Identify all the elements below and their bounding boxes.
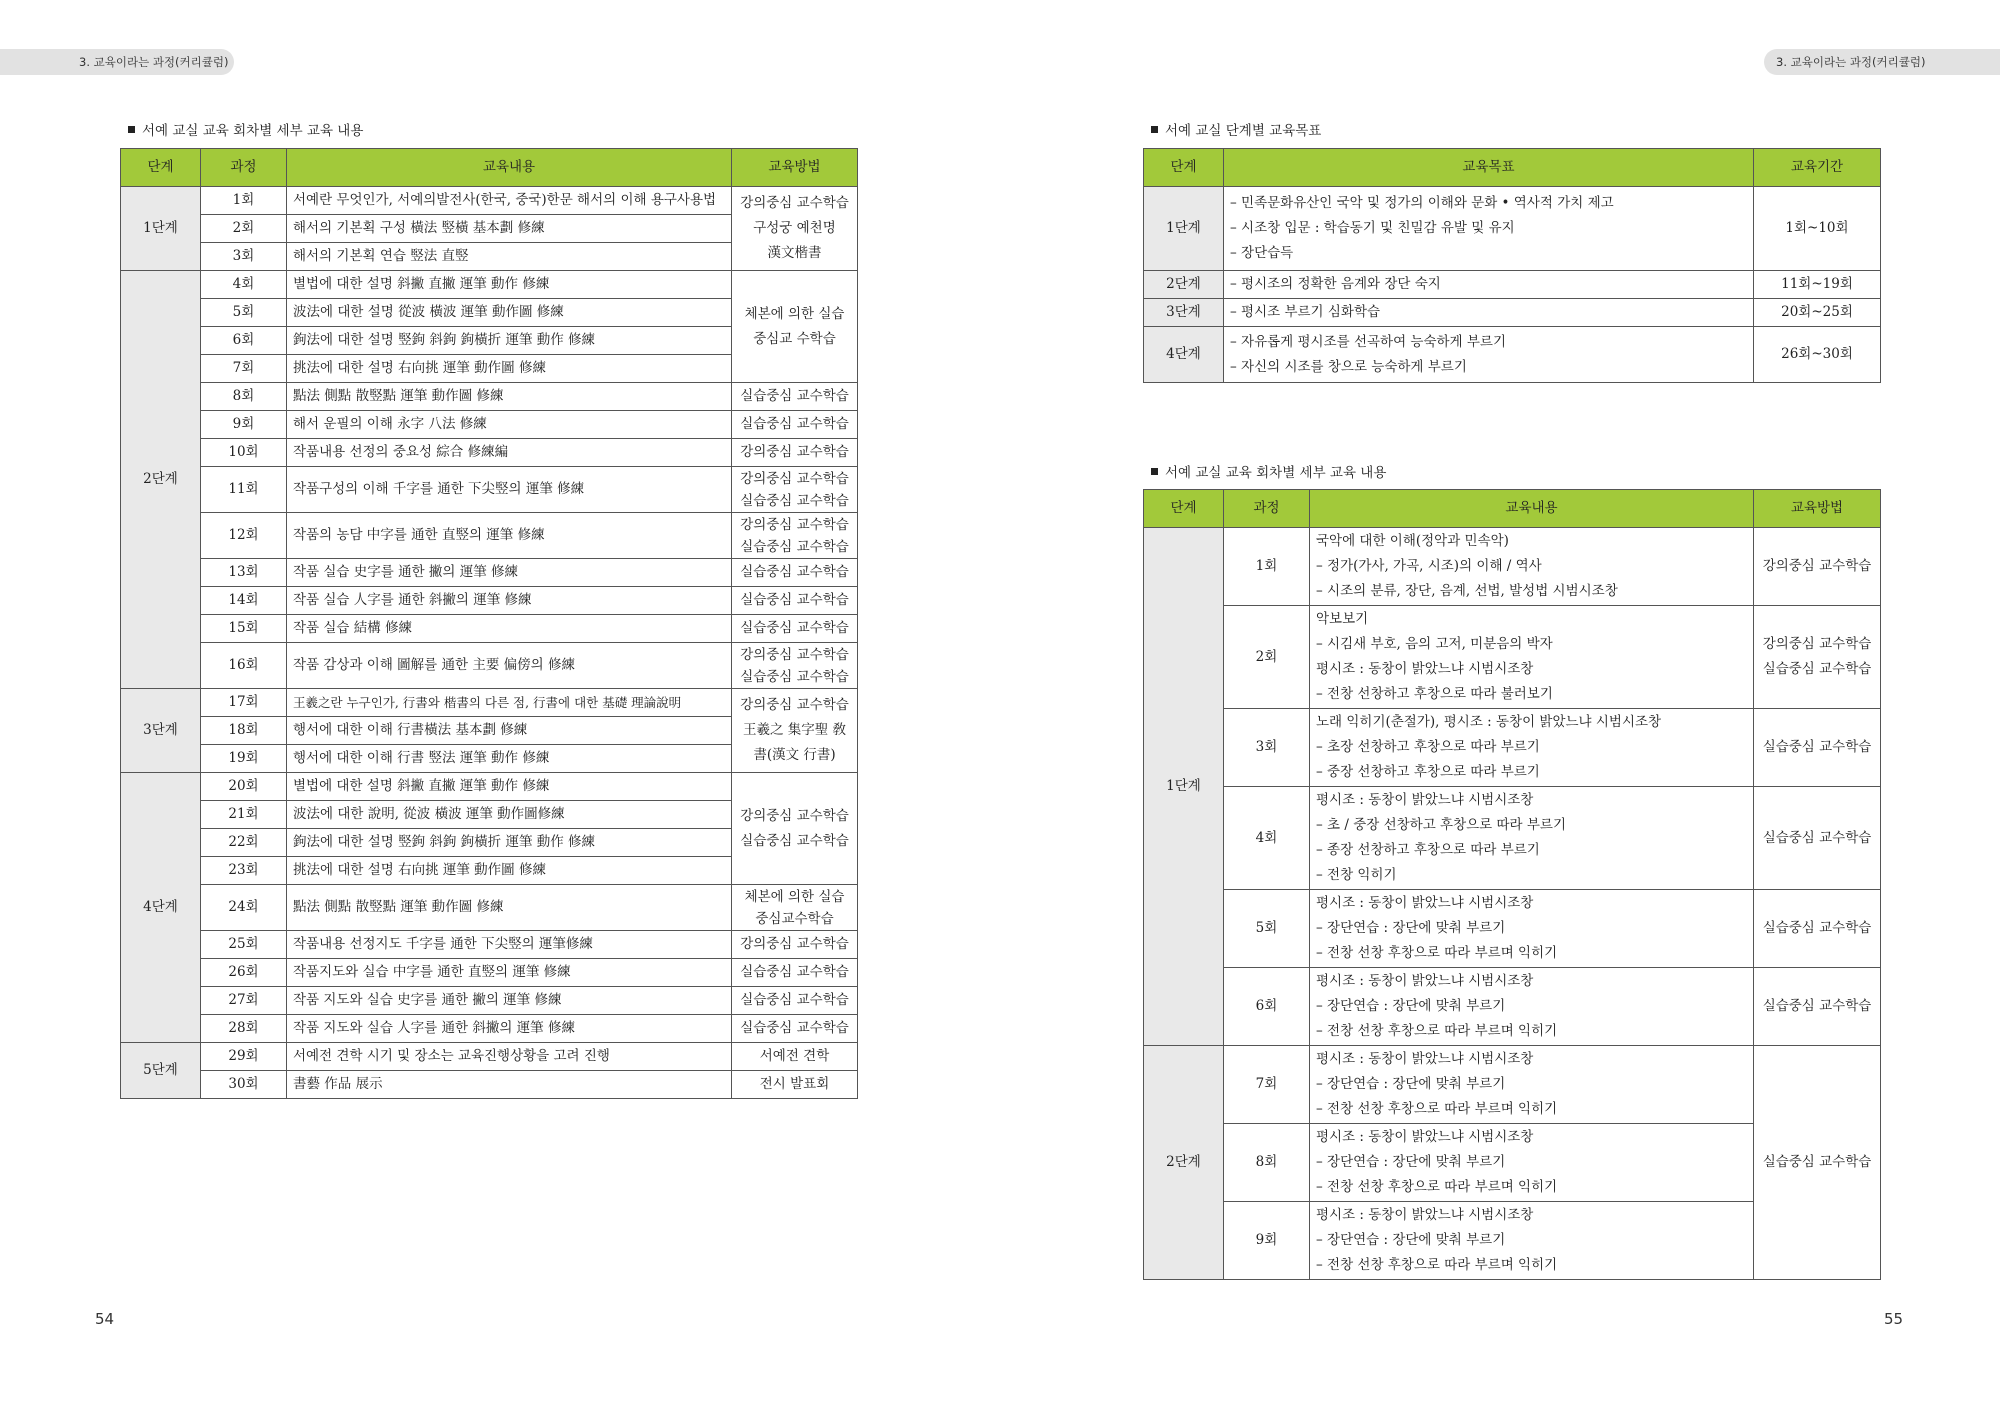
content-line: 평시조 : 동창이 밝았느냐 시범시조창 xyxy=(1316,792,1534,808)
session-cell: 1회 xyxy=(201,187,287,215)
content-cell xyxy=(1310,1124,1754,1202)
session-cell: 18회 xyxy=(201,717,287,745)
chapter-header-right: 3. 교육이라는 과정(커리큘럼) xyxy=(1764,49,2000,75)
content-line: – 전창 선창 후창으로 따라 부르며 익히기 xyxy=(1316,1179,1558,1195)
content-line: 평시조 : 동창이 밝았느냐 시범시조창 xyxy=(1316,1207,1534,1223)
goal-line: – 자유롭게 평시조를 선곡하여 능숙하게 부르기 xyxy=(1230,333,1506,350)
table-row xyxy=(1144,1046,1881,1124)
session-cell: 15회 xyxy=(201,615,287,643)
session-cell: 5회 xyxy=(1224,890,1310,968)
right-bottom-section-title-text: 서예 교실 교육 회차별 세부 교육 내용 xyxy=(1165,465,1387,481)
method-cell xyxy=(1754,787,1881,890)
session-cell: 8회 xyxy=(1224,1124,1310,1202)
content-cell: 별법에 대한 설명 斜撇 直撇 運筆 動作 修練 xyxy=(287,773,732,801)
method-cell: 실습중심 교수학습 xyxy=(732,987,858,1015)
method-line: 실습중심 교수학습 xyxy=(740,492,849,509)
content-line: – 장단연습 : 장단에 맞춰 부르기 xyxy=(1316,1154,1506,1170)
left-curriculum-table xyxy=(120,148,858,1099)
table-row xyxy=(1144,327,1881,383)
content-cell: 작품의 농담 中字를 通한 直竪의 運筆 修練 xyxy=(287,513,732,559)
header-goal: 교육목표 xyxy=(1224,149,1754,187)
method-cell: 실습중심 교수학습 xyxy=(732,587,858,615)
method-line: 실습중심 교수학습 xyxy=(1762,920,1872,936)
session-cell: 2회 xyxy=(201,215,287,243)
content-line: 국악에 대한 이해(정악과 민속악) xyxy=(1316,533,1509,549)
session-cell: 9회 xyxy=(1224,1202,1310,1280)
method-cell: 실습중심 교수학습 xyxy=(732,1015,858,1043)
method-line: 강의중심 교수학습 xyxy=(1762,636,1872,652)
table-row xyxy=(121,1071,858,1099)
table-row xyxy=(121,643,858,689)
goal-cell xyxy=(1224,187,1754,271)
method-cell xyxy=(1754,606,1881,709)
content-line: – 장단연습 : 장단에 맞춰 부르기 xyxy=(1316,1232,1506,1248)
content-cell: 행서에 대한 이해 行書 竪法 運筆 動作 修練 xyxy=(287,745,732,773)
session-cell: 27회 xyxy=(201,987,287,1015)
content-cell xyxy=(1310,709,1754,787)
session-cell: 3회 xyxy=(201,243,287,271)
content-cell: 點法 側點 散竪點 運筆 動作圖 修練 xyxy=(287,383,732,411)
method-line: 강의중심 교수학습 xyxy=(740,646,849,663)
table-row xyxy=(121,1043,858,1071)
content-cell xyxy=(1310,890,1754,968)
method-line: 실습중심 교수학습 xyxy=(1762,739,1872,755)
content-line: 악보보기 xyxy=(1316,611,1369,627)
content-line: – 시김새 부호, 음의 고저, 미분음의 박자 xyxy=(1316,636,1553,652)
page-number-right: 55 xyxy=(1884,1310,1904,1328)
method-cell: 강의중심 교수학습 xyxy=(732,931,858,959)
method-line: 강의중심 교수학습 xyxy=(740,195,849,211)
method-cell: 서예전 견학 xyxy=(732,1043,858,1071)
content-cell: 작품 지도와 실습 史字를 通한 撇의 運筆 修練 xyxy=(287,987,732,1015)
content-line: – 전창 선창하고 후창으로 따라 불러보기 xyxy=(1316,686,1553,702)
content-cell: 작품구성의 이해 千字를 通한 下尖竪의 運筆 修練 xyxy=(287,467,732,513)
content-line: 평시조 : 동창이 밝았느냐 시범시조창 xyxy=(1316,1129,1534,1145)
content-line: – 종장 선창하고 후창으로 따라 부르기 xyxy=(1316,842,1540,858)
stage-cell: 1단계 xyxy=(121,187,201,271)
method-cell: 강의중심 교수학습 xyxy=(732,439,858,467)
content-line: – 전창 익히기 xyxy=(1316,867,1397,883)
goal-cell: – 평시조 부르기 심화학습 xyxy=(1224,299,1754,327)
table-row xyxy=(121,987,858,1015)
content-cell xyxy=(1310,1046,1754,1124)
session-cell: 7회 xyxy=(201,355,287,383)
stage-cell: 2단계 xyxy=(1144,271,1224,299)
method-line: 중심교 수학습 xyxy=(753,330,836,347)
stage-cell: 3단계 xyxy=(121,689,201,773)
stage-cell: 4단계 xyxy=(121,773,201,1043)
goal-line: – 시조창 입문 : 학습동기 및 친밀감 유발 및 유지 xyxy=(1230,220,1515,236)
method-line: 王羲之 集字聖 敎 xyxy=(742,722,847,738)
page-number-left: 54 xyxy=(95,1310,115,1328)
content-cell: 작품지도와 실습 中字를 通한 直竪의 運筆 修練 xyxy=(287,959,732,987)
method-line: 강의중심 교수학습 xyxy=(1762,558,1872,574)
method-line: 실습중심 교수학습 xyxy=(740,832,849,849)
stage-cell: 4단계 xyxy=(1144,327,1224,383)
content-line: – 전창 선창 후창으로 따라 부르며 익히기 xyxy=(1316,1257,1558,1273)
stage-cell: 2단계 xyxy=(121,271,201,689)
session-cell: 17회 xyxy=(201,689,287,717)
session-cell: 19회 xyxy=(201,745,287,773)
session-cell: 24회 xyxy=(201,885,287,931)
right-curriculum-table xyxy=(1143,489,1881,1280)
content-line: 평시조 : 동창이 밝았느냐 시범시조창 xyxy=(1316,661,1534,677)
header-stage: 단계 xyxy=(1144,490,1224,528)
header-stage: 단계 xyxy=(1144,149,1224,187)
method-line: 강의중심 교수학습 xyxy=(740,516,849,533)
table-row xyxy=(121,773,858,801)
content-line: – 초장 선창하고 후창으로 따라 부르기 xyxy=(1316,739,1540,755)
square-bullet-icon xyxy=(1151,468,1158,475)
method-line: 실습중심 교수학습 xyxy=(1762,661,1872,677)
session-cell: 8회 xyxy=(201,383,287,411)
square-bullet-icon xyxy=(128,126,135,133)
period-cell: 20회~25회 xyxy=(1754,299,1881,327)
method-line: 실습중심 교수학습 xyxy=(740,668,849,685)
stage-cell: 1단계 xyxy=(1144,187,1224,271)
header-content: 교육내용 xyxy=(1310,490,1754,528)
session-cell: 6회 xyxy=(201,327,287,355)
method-cell: 실습중심 교수학습 xyxy=(732,559,858,587)
method-line: 강의중심 교수학습 xyxy=(740,697,849,713)
table-row xyxy=(1144,271,1881,299)
method-line: 실습중심 교수학습 xyxy=(1762,829,1872,846)
table-row xyxy=(121,271,858,299)
table-row xyxy=(121,559,858,587)
goal-line: – 자신의 시조를 창으로 능숙하게 부르기 xyxy=(1230,358,1467,375)
table-row xyxy=(1144,890,1881,968)
method-line: 書(漢文 行書) xyxy=(753,747,836,763)
stage-cell: 5단계 xyxy=(121,1043,201,1099)
content-cell: 작품 실습 史字를 通한 撇의 運筆 修練 xyxy=(287,559,732,587)
content-line: – 전창 선창 후창으로 따라 부르며 익히기 xyxy=(1316,1101,1558,1117)
content-line: – 전창 선창 후창으로 따라 부르며 익히기 xyxy=(1316,945,1558,961)
session-cell: 29회 xyxy=(201,1043,287,1071)
method-cell xyxy=(732,643,858,689)
left-section-title-text: 서예 교실 교육 회차별 세부 교육 내용 xyxy=(142,123,364,139)
content-cell: 별법에 대한 설명 斜撇 直撇 運筆 動作 修練 xyxy=(287,271,732,299)
header-session: 과정 xyxy=(1224,490,1310,528)
period-cell: 26회~30회 xyxy=(1754,327,1881,383)
method-cell xyxy=(732,513,858,559)
header-content: 교육내용 xyxy=(287,149,732,187)
content-cell: 書藝 作品 展示 xyxy=(287,1071,732,1099)
content-cell: 작품 실습 人字를 通한 斜撇의 運筆 修練 xyxy=(287,587,732,615)
right-bottom-section-title xyxy=(1151,461,1386,481)
session-cell: 4회 xyxy=(1224,787,1310,890)
session-cell: 21회 xyxy=(201,801,287,829)
content-cell: 挑法에 대한 설명 右向挑 運筆 動作圖 修練 xyxy=(287,355,732,383)
period-cell: 11회~19회 xyxy=(1754,271,1881,299)
method-cell xyxy=(1754,528,1881,606)
table-row xyxy=(121,467,858,513)
table-row xyxy=(1144,299,1881,327)
content-cell xyxy=(1310,528,1754,606)
table-row xyxy=(121,187,858,215)
content-line: – 중장 선창하고 후창으로 따라 부르기 xyxy=(1316,764,1540,780)
method-line: 강의중심 교수학습 xyxy=(740,807,849,824)
table-row xyxy=(121,885,858,931)
content-cell: 해서 운필의 이해 永字 八法 修練 xyxy=(287,411,732,439)
content-cell: 작품내용 선정의 중요성 綜合 修練編 xyxy=(287,439,732,467)
content-cell: 波法에 대한 설명 從波 橫波 運筆 動作圖 修練 xyxy=(287,299,732,327)
table-row xyxy=(121,411,858,439)
table-row xyxy=(121,1015,858,1043)
content-cell: 작품 실습 結構 修練 xyxy=(287,615,732,643)
method-cell xyxy=(732,467,858,513)
session-cell: 16회 xyxy=(201,643,287,689)
header-session: 과정 xyxy=(201,149,287,187)
content-line: 평시조 : 동창이 밝았느냐 시범시조창 xyxy=(1316,895,1534,911)
session-cell: 10회 xyxy=(201,439,287,467)
content-cell: 王羲之란 누구인가, 行書와 楷書의 다른 점, 行書에 대한 基礎 理論說明 xyxy=(287,689,732,717)
session-cell: 7회 xyxy=(1224,1046,1310,1124)
method-cell: 실습중심 교수학습 xyxy=(732,959,858,987)
content-cell: 해서의 기본획 구성 橫法 竪橫 基本劃 修練 xyxy=(287,215,732,243)
table-row xyxy=(121,439,858,467)
content-line: – 정가(가사, 가곡, 시조)의 이해 / 역사 xyxy=(1316,558,1542,574)
method-line: 구성궁 예천명 xyxy=(753,220,836,236)
method-cell xyxy=(732,885,858,931)
method-cell: 전시 발표회 xyxy=(732,1071,858,1099)
stage-cell: 2단계 xyxy=(1144,1046,1224,1280)
session-cell: 20회 xyxy=(201,773,287,801)
goal-line: – 장단습득 xyxy=(1230,245,1294,261)
table-row xyxy=(121,689,858,717)
left-section-title xyxy=(128,119,363,139)
table-header-row xyxy=(1144,490,1881,528)
method-cell xyxy=(1754,709,1881,787)
table-row xyxy=(1144,709,1881,787)
header-period: 교육기간 xyxy=(1754,149,1881,187)
content-line: – 장단연습 : 장단에 맞춰 부르기 xyxy=(1316,998,1506,1014)
session-cell: 28회 xyxy=(201,1015,287,1043)
content-cell xyxy=(1310,1202,1754,1280)
table-header-row xyxy=(1144,149,1881,187)
method-cell xyxy=(732,773,858,885)
session-cell: 11회 xyxy=(201,467,287,513)
table-header-row xyxy=(121,149,858,187)
method-line: 체본에 의한 실습 xyxy=(744,305,845,322)
method-cell xyxy=(1754,968,1881,1046)
table-row xyxy=(121,931,858,959)
stage-goals-table xyxy=(1143,148,1881,383)
table-row xyxy=(1144,606,1881,709)
content-cell: 작품내용 선정지도 千字를 通한 下尖竪의 運筆修練 xyxy=(287,931,732,959)
session-cell: 12회 xyxy=(201,513,287,559)
goal-cell: – 평시조의 정확한 음계와 장단 숙지 xyxy=(1224,271,1754,299)
session-cell: 9회 xyxy=(201,411,287,439)
right-top-section-title-text: 서예 교실 단계별 교육목표 xyxy=(1165,123,1322,139)
session-cell: 3회 xyxy=(1224,709,1310,787)
table-row xyxy=(1144,968,1881,1046)
method-cell xyxy=(1754,890,1881,968)
table-row xyxy=(1144,787,1881,890)
method-cell xyxy=(732,689,858,773)
stage-cell: 3단계 xyxy=(1144,299,1224,327)
goal-line: – 민족문화유산인 국악 및 정가의 이해와 문화 • 역사적 가치 제고 xyxy=(1230,195,1614,211)
square-bullet-icon xyxy=(1151,126,1158,133)
content-cell: 해서의 기본획 연습 竪法 直竪 xyxy=(287,243,732,271)
method-cell xyxy=(732,271,858,383)
content-cell: 挑法에 대한 설명 右向挑 運筆 動作圖 修練 xyxy=(287,857,732,885)
content-line: – 초 / 중장 선창하고 후창으로 따라 부르기 xyxy=(1316,817,1566,833)
content-line: – 장단연습 : 장단에 맞춰 부르기 xyxy=(1316,920,1506,936)
table-row xyxy=(121,615,858,643)
content-cell: 행서에 대한 이해 行書橫法 基本劃 修練 xyxy=(287,717,732,745)
content-line: – 장단연습 : 장단에 맞춰 부르기 xyxy=(1316,1076,1506,1092)
session-cell: 23회 xyxy=(201,857,287,885)
session-cell: 22회 xyxy=(201,829,287,857)
content-cell xyxy=(1310,968,1754,1046)
method-cell: 실습중심 교수학습 xyxy=(1754,1046,1881,1280)
content-cell: 작품 지도와 실습 人字를 通한 斜撇의 運筆 修練 xyxy=(287,1015,732,1043)
session-cell: 26회 xyxy=(201,959,287,987)
method-cell: 실습중심 교수학습 xyxy=(732,615,858,643)
method-line: 漢文楷書 xyxy=(767,245,822,261)
goal-cell xyxy=(1224,327,1754,383)
session-cell: 30회 xyxy=(201,1071,287,1099)
method-line: 강의중심 교수학습 xyxy=(740,470,849,487)
session-cell: 13회 xyxy=(201,559,287,587)
header-stage: 단계 xyxy=(121,149,201,187)
method-cell xyxy=(732,187,858,271)
table-row xyxy=(1144,187,1881,271)
table-row xyxy=(1144,528,1881,606)
chapter-header-left: 3. 교육이라는 과정(커리큘럼) xyxy=(0,49,234,75)
content-cell: 點法 側點 散竪點 運筆 動作圖 修練 xyxy=(287,885,732,931)
content-cell: 鉤法에 대한 설명 竪鉤 斜鉤 鉤橫折 運筆 動作 修練 xyxy=(287,327,732,355)
session-cell: 14회 xyxy=(201,587,287,615)
header-method: 교육방법 xyxy=(1754,490,1881,528)
method-line: 중심교수학습 xyxy=(755,910,834,927)
content-line: – 전창 선창 후창으로 따라 부르며 익히기 xyxy=(1316,1023,1558,1039)
content-line: 평시조 : 동창이 밝았느냐 시범시조창 xyxy=(1316,973,1534,989)
stage-cell: 1단계 xyxy=(1144,528,1224,1046)
content-line: 평시조 : 동창이 밝았느냐 시범시조창 xyxy=(1316,1051,1534,1067)
table-row xyxy=(121,513,858,559)
content-cell xyxy=(1310,787,1754,890)
method-cell: 실습중심 교수학습 xyxy=(732,383,858,411)
content-line: – 시조의 분류, 장단, 음계, 선법, 발성법 시범시조창 xyxy=(1316,583,1618,599)
session-cell: 4회 xyxy=(201,271,287,299)
content-cell: 작품 감상과 이해 圖解를 通한 主要 偏傍의 修練 xyxy=(287,643,732,689)
content-cell: 서예전 견학 시기 및 장소는 교육진행상황을 고려 진행 xyxy=(287,1043,732,1071)
period-cell: 1회~10회 xyxy=(1754,187,1881,271)
content-cell: 서예란 무엇인가, 서예의발전사(한국, 중국)한문 해서의 이해 용구사용법 xyxy=(287,187,732,215)
table-row xyxy=(121,587,858,615)
content-cell xyxy=(1310,606,1754,709)
method-line: 체본에 의한 실습 xyxy=(744,888,845,905)
content-line: 노래 익히기(춘절가), 평시조 : 동창이 밝았느냐 시범시조창 xyxy=(1316,714,1662,730)
content-cell: 波法에 대한 說明, 從波 橫波 運筆 動作圖修練 xyxy=(287,801,732,829)
table-row xyxy=(121,383,858,411)
content-cell: 鉤法에 대한 설명 竪鉤 斜鉤 鉤橫折 運筆 動作 修練 xyxy=(287,829,732,857)
header-method: 교육방법 xyxy=(732,149,858,187)
right-top-section-title xyxy=(1151,119,1321,139)
session-cell: 2회 xyxy=(1224,606,1310,709)
method-cell: 실습중심 교수학습 xyxy=(732,411,858,439)
session-cell: 1회 xyxy=(1224,528,1310,606)
session-cell: 25회 xyxy=(201,931,287,959)
table-row xyxy=(121,959,858,987)
session-cell: 6회 xyxy=(1224,968,1310,1046)
method-line: 실습중심 교수학습 xyxy=(740,538,849,555)
method-line: 실습중심 교수학습 xyxy=(1762,998,1872,1014)
session-cell: 5회 xyxy=(201,299,287,327)
